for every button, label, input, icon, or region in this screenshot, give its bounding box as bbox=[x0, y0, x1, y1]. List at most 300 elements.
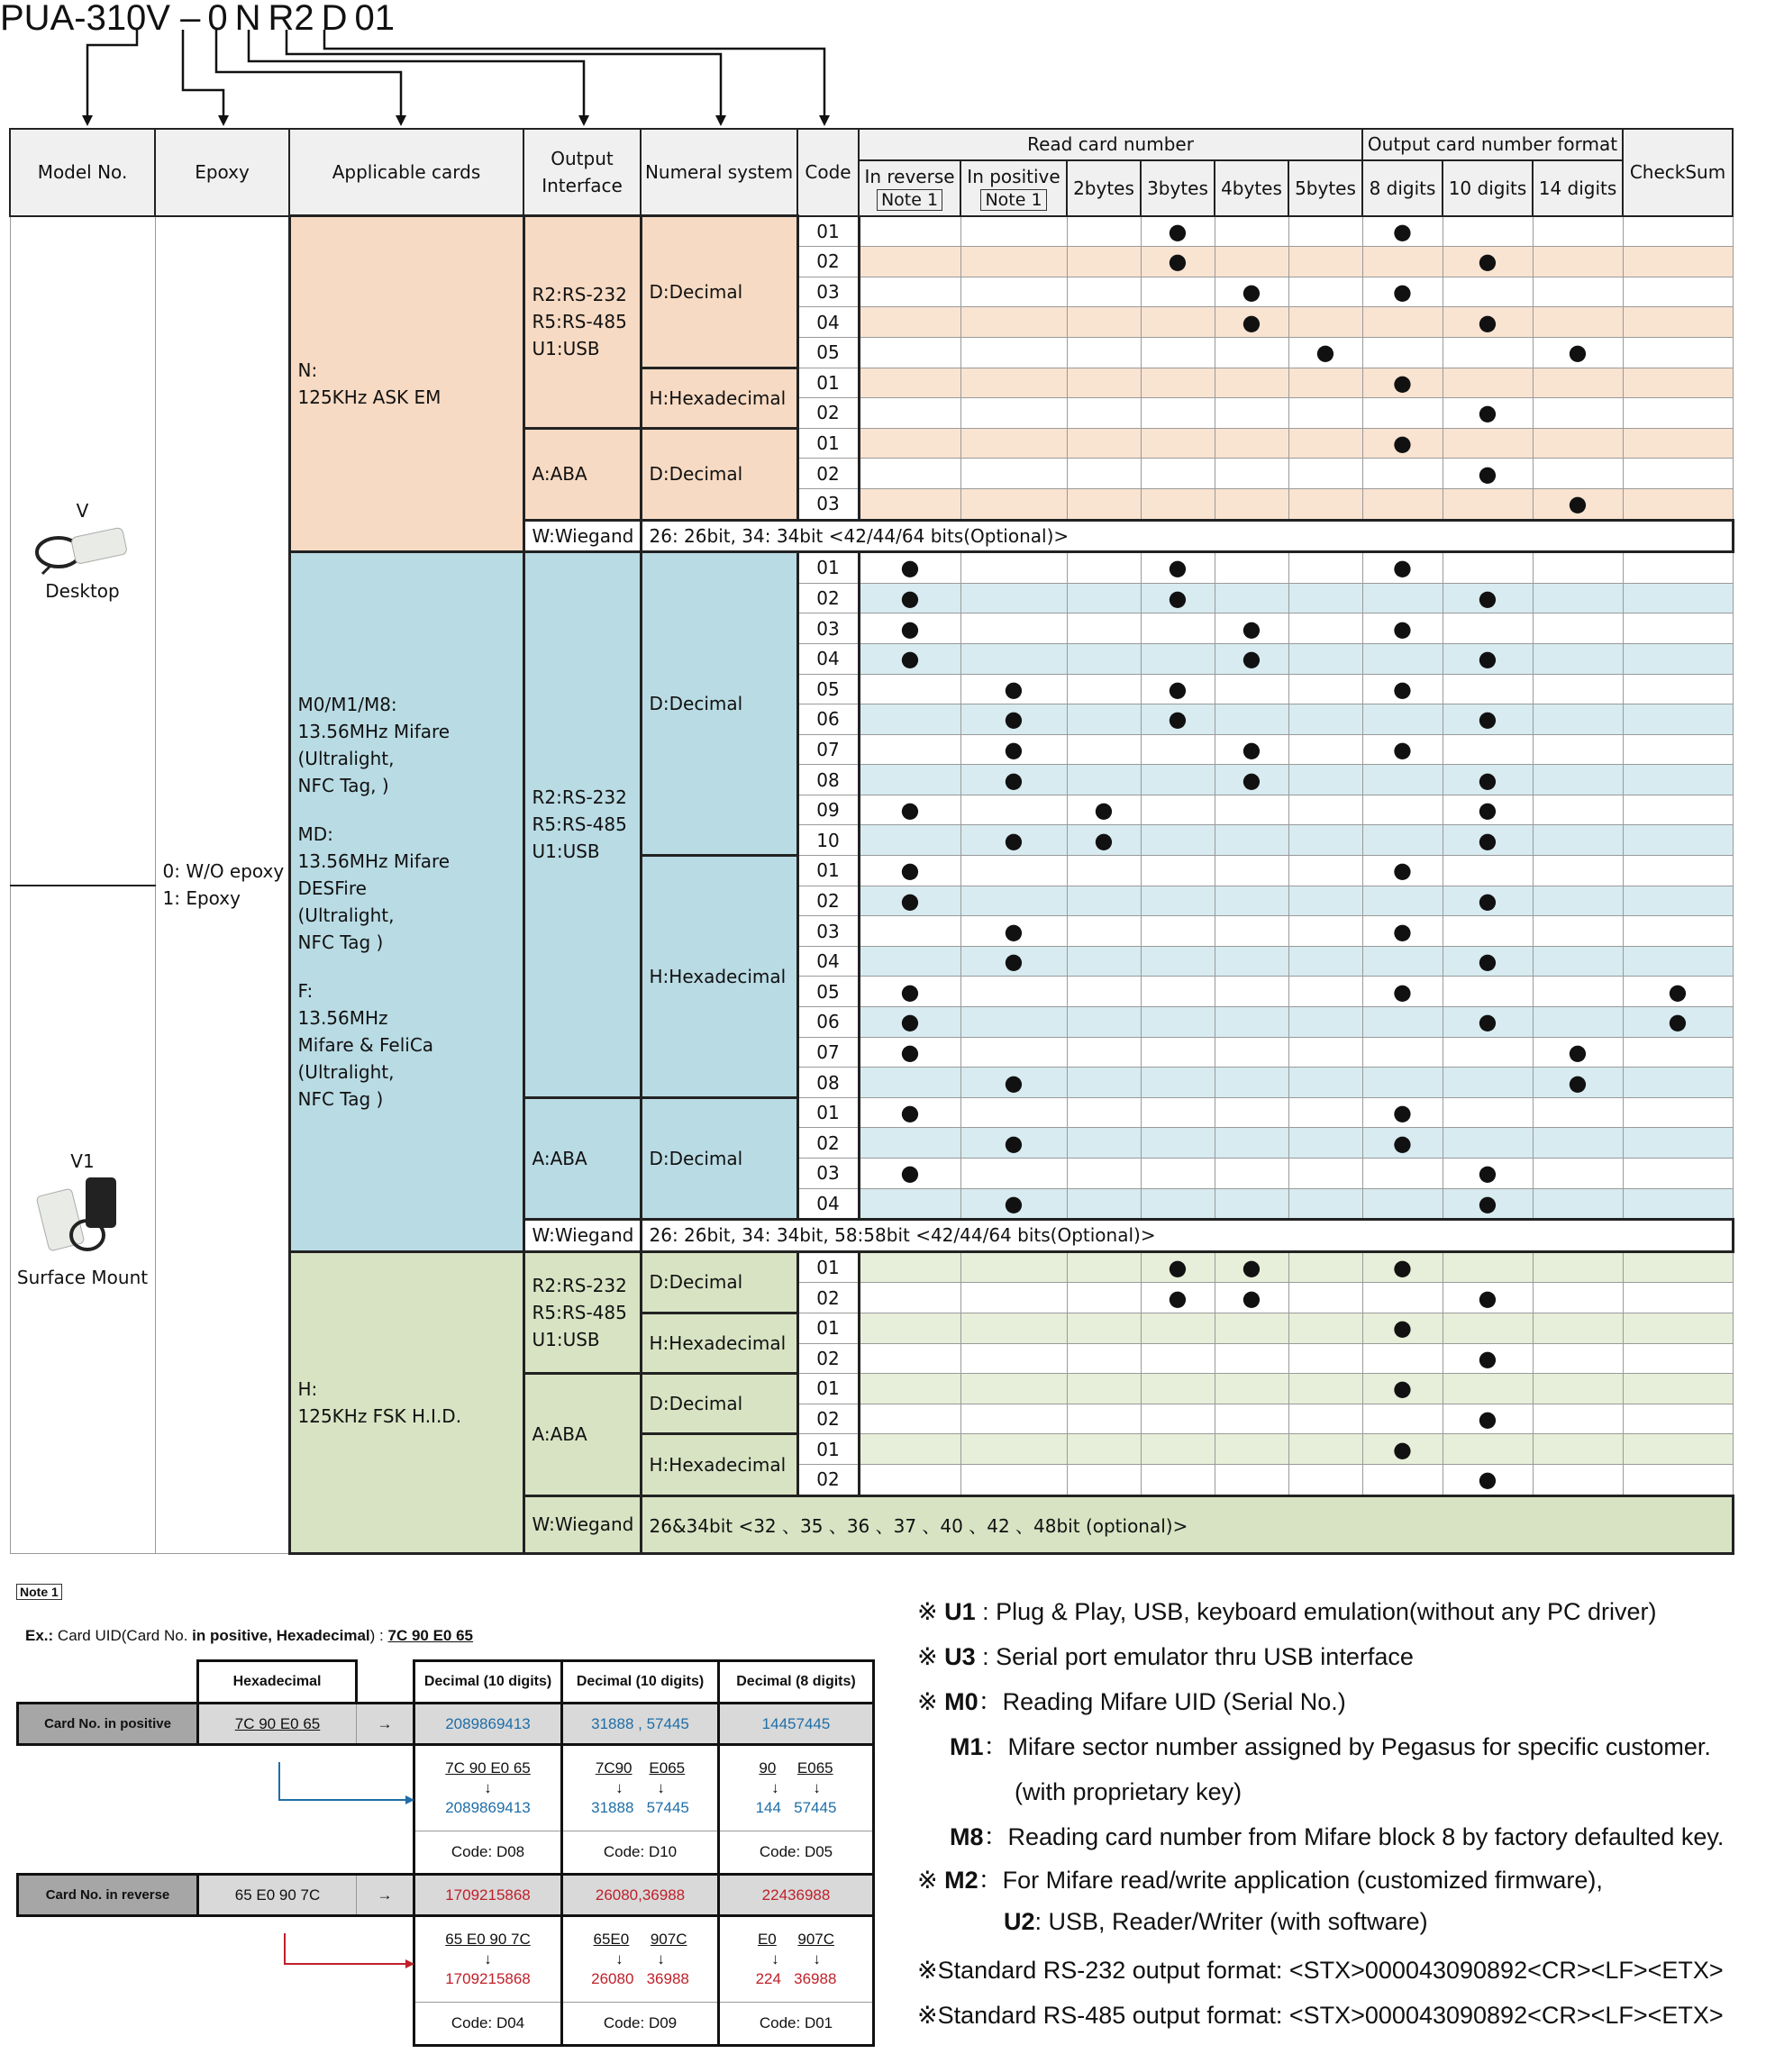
dot-mark: ● bbox=[1168, 1285, 1188, 1311]
mark-cell bbox=[1533, 552, 1623, 584]
mark-cell bbox=[1288, 583, 1362, 613]
mark-cell bbox=[1362, 1188, 1443, 1220]
mark-cell bbox=[1215, 277, 1288, 307]
mark-cell bbox=[1288, 1251, 1362, 1283]
mark-cell bbox=[1443, 1283, 1533, 1313]
mark-cell bbox=[1215, 674, 1288, 704]
code-value: 04 bbox=[797, 1188, 859, 1220]
mark-cell bbox=[960, 1434, 1067, 1465]
mark-cell bbox=[1533, 307, 1623, 338]
mark-cell bbox=[1067, 734, 1141, 765]
mark-cell bbox=[859, 583, 960, 613]
legend-m0: ※ M0：Reading Mifare UID (Serial No.) bbox=[917, 1688, 1346, 1715]
mark-cell bbox=[1623, 428, 1733, 459]
dot-mark: ● bbox=[1168, 1255, 1188, 1281]
mark-cell bbox=[1362, 583, 1443, 613]
mark-cell bbox=[1362, 1068, 1443, 1098]
mark-cell bbox=[1533, 1128, 1623, 1159]
mark-cell bbox=[1362, 856, 1443, 886]
legend-m8: M8：Reading card number from Mifare block 8 by factory defaulted key. bbox=[950, 1823, 1725, 1850]
mark-cell bbox=[1067, 583, 1141, 613]
mark-cell bbox=[1215, 216, 1288, 247]
mark-cell bbox=[1362, 1251, 1443, 1283]
code-part-model: PUA-310V – bbox=[0, 0, 201, 38]
mark-cell bbox=[1362, 428, 1443, 459]
mark-cell bbox=[960, 704, 1067, 735]
mark-cell bbox=[1141, 1007, 1215, 1038]
mark-cell bbox=[859, 398, 960, 429]
dot-mark: ● bbox=[1004, 736, 1024, 762]
dot-mark: ● bbox=[1478, 1160, 1497, 1186]
mark-cell bbox=[1141, 1097, 1215, 1128]
dot-mark: ● bbox=[1094, 797, 1114, 823]
mark-cell bbox=[1533, 1313, 1623, 1343]
dot-mark: ● bbox=[900, 646, 920, 672]
mark-cell bbox=[1533, 765, 1623, 795]
dot-mark: ● bbox=[900, 797, 920, 823]
mark-cell bbox=[1288, 459, 1362, 489]
code-value: 02 bbox=[797, 1464, 859, 1495]
mark-cell bbox=[1141, 1251, 1215, 1283]
mark-cell bbox=[1215, 398, 1288, 429]
mark-cell bbox=[1443, 583, 1533, 613]
mark-cell bbox=[1362, 613, 1443, 644]
mark-cell bbox=[1623, 398, 1733, 429]
header-numeral-system: Numeral system bbox=[641, 129, 797, 216]
mark-cell bbox=[1288, 643, 1362, 674]
mark-cell bbox=[1362, 643, 1443, 674]
mark-cell bbox=[1067, 916, 1141, 947]
interface-serial-usb: R2:RS-232 R5:RS-485 U1:USB bbox=[523, 216, 641, 429]
mark-cell bbox=[1443, 1313, 1533, 1343]
mark-cell bbox=[960, 856, 1067, 886]
dot-mark: ● bbox=[900, 858, 920, 884]
code-part-numeral: D bbox=[321, 0, 348, 38]
mark-cell bbox=[1623, 886, 1733, 916]
mark-cell bbox=[1141, 1404, 1215, 1434]
mark-cell bbox=[1362, 1128, 1443, 1159]
mark-cell bbox=[1215, 643, 1288, 674]
interface-wiegand: W:Wiegand bbox=[523, 1220, 641, 1252]
positive-dec10a: 2089869413 bbox=[414, 1704, 562, 1745]
mark-cell bbox=[1141, 916, 1215, 947]
mark-cell bbox=[1215, 1068, 1288, 1098]
mark-cell bbox=[1215, 1097, 1288, 1128]
positive-conv-2: 7C90 E065 ↓ ↓ 31888 57445 bbox=[562, 1745, 719, 1831]
header-5bytes: 5bytes bbox=[1288, 160, 1362, 216]
dot-mark: ● bbox=[1242, 736, 1261, 762]
note1-label: Note 1 bbox=[16, 1584, 62, 1600]
dot-mark: ● bbox=[1478, 767, 1497, 793]
mark-cell bbox=[1623, 1159, 1733, 1189]
mark-cell bbox=[1443, 337, 1533, 368]
positive-hex: 7C 90 E0 65 bbox=[198, 1704, 357, 1745]
arrow-right-icon: → bbox=[377, 1886, 393, 1904]
code-value: 03 bbox=[797, 488, 859, 520]
mark-cell bbox=[1215, 765, 1288, 795]
code-value: 03 bbox=[797, 277, 859, 307]
dot-mark: ● bbox=[1568, 1039, 1588, 1065]
numeral-hex: H:Hexadecimal bbox=[641, 1434, 797, 1495]
mark-cell bbox=[1443, 307, 1533, 338]
connector-interface bbox=[249, 30, 584, 117]
mark-cell bbox=[1067, 886, 1141, 916]
code-value: 01 bbox=[797, 1097, 859, 1128]
dot-mark: ● bbox=[1393, 1315, 1412, 1341]
dot-mark: ● bbox=[1478, 1345, 1497, 1371]
mark-cell bbox=[1443, 1251, 1533, 1283]
mark-cell bbox=[1443, 1188, 1533, 1220]
mark-cell bbox=[960, 1464, 1067, 1495]
dot-mark: ● bbox=[900, 1039, 920, 1065]
dot-mark: ● bbox=[1242, 1285, 1261, 1311]
interface-serial-usb: R2:RS-232 R5:RS-485 U1:USB bbox=[523, 552, 641, 1098]
mark-cell bbox=[1215, 583, 1288, 613]
mark-cell bbox=[1623, 277, 1733, 307]
dot-mark: ● bbox=[1242, 279, 1261, 305]
dot-mark: ● bbox=[1393, 1436, 1412, 1462]
red-arrowhead-icon bbox=[357, 1917, 414, 2004]
code-value: 05 bbox=[797, 337, 859, 368]
mark-cell bbox=[1533, 1283, 1623, 1313]
col-decimal-10a: Decimal (10 digits) bbox=[414, 1661, 562, 1704]
mark-cell bbox=[1443, 428, 1533, 459]
mark-cell bbox=[1067, 977, 1141, 1007]
mark-cell bbox=[1141, 488, 1215, 520]
connector-model bbox=[87, 30, 137, 117]
code-connector-lines bbox=[0, 0, 1784, 131]
dot-mark: ● bbox=[1393, 1100, 1412, 1126]
mark-cell bbox=[960, 674, 1067, 704]
code-value: 01 bbox=[797, 1434, 859, 1465]
mark-cell bbox=[859, 674, 960, 704]
mark-cell bbox=[1141, 734, 1215, 765]
dot-mark: ● bbox=[1393, 978, 1412, 1004]
mark-cell bbox=[960, 795, 1067, 825]
mark-cell bbox=[859, 795, 960, 825]
mark-cell bbox=[1623, 977, 1733, 1007]
mark-cell bbox=[1623, 583, 1733, 613]
mark-cell bbox=[859, 337, 960, 368]
mark-cell bbox=[1067, 247, 1141, 277]
mark-cell bbox=[960, 1097, 1067, 1128]
red-arrow-icon bbox=[18, 1917, 360, 2004]
mark-cell bbox=[859, 946, 960, 977]
mark-cell bbox=[960, 459, 1067, 489]
mark-cell bbox=[1288, 1007, 1362, 1038]
mark-cell bbox=[1141, 795, 1215, 825]
dot-mark: ● bbox=[1393, 736, 1412, 762]
code-value: 02 bbox=[797, 583, 859, 613]
mark-cell bbox=[1443, 886, 1533, 916]
mark-cell bbox=[1443, 674, 1533, 704]
legend-u3: ※ U3 : Serial port emulator thru USB interface bbox=[917, 1643, 1414, 1670]
code-value: 08 bbox=[797, 765, 859, 795]
code-value: 09 bbox=[797, 795, 859, 825]
mark-cell bbox=[1533, 1374, 1623, 1404]
mark-cell bbox=[1067, 1464, 1141, 1495]
mark-cell bbox=[859, 1097, 960, 1128]
mark-cell bbox=[859, 428, 960, 459]
mark-cell bbox=[859, 488, 960, 520]
dot-mark: ● bbox=[1242, 1255, 1261, 1281]
mark-cell bbox=[1623, 704, 1733, 735]
code-value: 02 bbox=[797, 1283, 859, 1313]
numeral-decimal: D:Decimal bbox=[641, 552, 797, 856]
mark-cell bbox=[960, 765, 1067, 795]
dot-mark: ● bbox=[1168, 706, 1188, 732]
dot-mark: ● bbox=[1393, 431, 1412, 457]
mark-cell bbox=[1288, 277, 1362, 307]
mark-cell bbox=[1288, 765, 1362, 795]
mark-cell bbox=[1443, 613, 1533, 644]
mark-cell bbox=[1067, 216, 1141, 247]
mark-cell bbox=[1067, 1007, 1141, 1038]
dot-mark: ● bbox=[1004, 706, 1024, 732]
mark-cell bbox=[1533, 1343, 1623, 1374]
reverse-pointer bbox=[18, 1916, 357, 2003]
mark-cell bbox=[1443, 1007, 1533, 1038]
mark-cell bbox=[1067, 1251, 1141, 1283]
mark-cell bbox=[1623, 613, 1733, 644]
header-8digits: 8 digits bbox=[1362, 160, 1443, 216]
mark-cell bbox=[859, 856, 960, 886]
dot-mark: ● bbox=[1478, 460, 1497, 486]
mark-cell bbox=[1533, 247, 1623, 277]
mark-cell bbox=[1067, 428, 1141, 459]
dot-mark: ● bbox=[1668, 1009, 1688, 1035]
mark-cell bbox=[1215, 488, 1288, 520]
wiegand-options: 26&34bit <32 、35 、36 、37 、40 、42 、48bit (optional)> bbox=[641, 1495, 1733, 1553]
dot-mark: ● bbox=[1393, 555, 1412, 581]
dot-mark: ● bbox=[1004, 827, 1024, 853]
dot-mark: ● bbox=[1004, 676, 1024, 702]
mark-cell bbox=[960, 825, 1067, 856]
mark-cell bbox=[1141, 1434, 1215, 1465]
mark-cell bbox=[1443, 977, 1533, 1007]
mark-cell bbox=[1288, 428, 1362, 459]
mark-cell bbox=[960, 886, 1067, 916]
legend-m1-cont: (with proprietary key) bbox=[1015, 1778, 1242, 1805]
mark-cell bbox=[1533, 946, 1623, 977]
mark-cell bbox=[1443, 704, 1533, 735]
mark-cell bbox=[1215, 552, 1288, 584]
mark-cell bbox=[1533, 1097, 1623, 1128]
header-read-card-number: Read card number bbox=[859, 129, 1362, 160]
mark-cell bbox=[1623, 1464, 1733, 1495]
mark-cell bbox=[1362, 704, 1443, 735]
dot-mark: ● bbox=[900, 887, 920, 913]
mark-cell bbox=[1533, 613, 1623, 644]
mark-cell bbox=[859, 916, 960, 947]
mark-cell bbox=[1623, 1374, 1733, 1404]
mark-cell bbox=[1623, 1188, 1733, 1220]
mark-cell bbox=[1623, 216, 1733, 247]
mark-cell bbox=[1533, 916, 1623, 947]
mark-cell bbox=[960, 1374, 1067, 1404]
dot-mark: ● bbox=[1478, 1190, 1497, 1216]
mark-cell bbox=[1443, 795, 1533, 825]
mark-cell bbox=[859, 1007, 960, 1038]
mark-cell bbox=[1288, 1313, 1362, 1343]
mark-cell bbox=[1288, 337, 1362, 368]
mark-cell bbox=[1443, 1343, 1533, 1374]
mark-cell bbox=[1443, 1097, 1533, 1128]
mark-cell bbox=[1215, 1464, 1288, 1495]
dot-mark: ● bbox=[1478, 309, 1497, 335]
mark-cell bbox=[859, 1251, 960, 1283]
mark-cell bbox=[1215, 1037, 1288, 1068]
header-model-no: Model No. bbox=[10, 129, 155, 216]
dot-mark: ● bbox=[1478, 646, 1497, 672]
code-value: 07 bbox=[797, 734, 859, 765]
connector-numeral bbox=[287, 30, 721, 117]
mark-cell bbox=[1067, 704, 1141, 735]
mark-cell bbox=[1443, 825, 1533, 856]
mark-cell bbox=[1141, 1188, 1215, 1220]
mark-cell bbox=[1215, 613, 1288, 644]
dot-mark: ● bbox=[1478, 797, 1497, 823]
dot-mark: ● bbox=[1168, 586, 1188, 612]
mark-cell bbox=[1141, 1128, 1215, 1159]
mark-cell bbox=[1443, 552, 1533, 584]
mark-cell bbox=[1533, 398, 1623, 429]
mark-cell bbox=[1288, 216, 1362, 247]
dot-mark: ● bbox=[1393, 676, 1412, 702]
positive-code-2: Code: D10 bbox=[562, 1831, 719, 1875]
mark-cell bbox=[1362, 886, 1443, 916]
mark-cell bbox=[1623, 1343, 1733, 1374]
mark-cell bbox=[1288, 1283, 1362, 1313]
reverse-hex: 65 E0 90 7C bbox=[198, 1875, 357, 1916]
mark-cell bbox=[1215, 1283, 1288, 1313]
code-value: 10 bbox=[797, 825, 859, 856]
mark-cell bbox=[1215, 428, 1288, 459]
code-value: 02 bbox=[797, 886, 859, 916]
reverse-conv-3: E0 907C ↓ ↓ 224 36988 bbox=[719, 1916, 874, 2003]
mark-cell bbox=[1623, 247, 1733, 277]
mark-cell bbox=[1362, 1434, 1443, 1465]
dot-mark: ● bbox=[1168, 249, 1188, 275]
mark-cell bbox=[960, 1283, 1067, 1313]
mark-cell bbox=[1067, 1188, 1141, 1220]
mark-cell bbox=[1362, 488, 1443, 520]
blue-arrowhead-icon bbox=[357, 1746, 414, 1832]
reverse-conv-2: 65E0 907C ↓ ↓ 26080 36988 bbox=[562, 1916, 719, 2003]
mark-cell bbox=[1141, 277, 1215, 307]
mark-cell bbox=[1533, 459, 1623, 489]
dot-mark: ● bbox=[1242, 615, 1261, 641]
col-decimal-8: Decimal (8 digits) bbox=[719, 1661, 874, 1704]
mark-cell bbox=[859, 1188, 960, 1220]
code-value: 02 bbox=[797, 1404, 859, 1434]
mark-cell bbox=[960, 643, 1067, 674]
mark-cell bbox=[1067, 613, 1141, 644]
code-value: 08 bbox=[797, 1068, 859, 1098]
mark-cell bbox=[1533, 856, 1623, 886]
header-14digits: 14 digits bbox=[1533, 160, 1623, 216]
mark-cell bbox=[1623, 337, 1733, 368]
code-value: 07 bbox=[797, 1037, 859, 1068]
mark-cell bbox=[1443, 1159, 1533, 1189]
mark-cell bbox=[1533, 1159, 1623, 1189]
mark-cell bbox=[1215, 368, 1288, 398]
code-value: 01 bbox=[797, 1374, 859, 1404]
mark-cell bbox=[960, 1007, 1067, 1038]
mark-cell bbox=[1141, 825, 1215, 856]
mark-cell bbox=[859, 643, 960, 674]
mark-cell bbox=[1443, 765, 1533, 795]
reverse-code-3: Code: D01 bbox=[719, 2003, 874, 2046]
dot-mark: ● bbox=[1315, 340, 1335, 366]
card-mifare: M0/M1/M8: 13.56MHz Mifare (Ultralight, NFC Tag, ) MD: 13.56MHz Mifare DESFire (Ultralight, NFC Tag ) F: 13.56MHz Mifare & FeliCa (Ultralight, NFC Tag ) bbox=[289, 552, 523, 1252]
mark-cell bbox=[859, 307, 960, 338]
code-value: 04 bbox=[797, 643, 859, 674]
mark-cell bbox=[1623, 368, 1733, 398]
mark-cell bbox=[1443, 1068, 1533, 1098]
mark-cell bbox=[1215, 825, 1288, 856]
mark-cell bbox=[1623, 734, 1733, 765]
mark-cell bbox=[1215, 1159, 1288, 1189]
mark-cell bbox=[1288, 368, 1362, 398]
mark-cell bbox=[1288, 704, 1362, 735]
code-value: 03 bbox=[797, 916, 859, 947]
mark-cell bbox=[1215, 946, 1288, 977]
mark-cell bbox=[1623, 1283, 1733, 1313]
mark-cell bbox=[1141, 552, 1215, 584]
mark-cell bbox=[1623, 643, 1733, 674]
mark-cell bbox=[1141, 1037, 1215, 1068]
model-v: V Desktop bbox=[10, 216, 155, 886]
mark-cell bbox=[1141, 704, 1215, 735]
dot-mark: ● bbox=[1478, 949, 1497, 975]
mark-cell bbox=[1141, 398, 1215, 429]
mark-cell bbox=[1067, 277, 1141, 307]
mark-cell bbox=[1533, 1464, 1623, 1495]
mark-cell bbox=[1623, 459, 1733, 489]
mark-cell bbox=[1362, 1007, 1443, 1038]
reverse-dec8: 22436988 bbox=[719, 1875, 874, 1916]
mark-cell bbox=[1533, 368, 1623, 398]
mark-cell bbox=[1443, 1404, 1533, 1434]
dot-mark: ● bbox=[1168, 555, 1188, 581]
mark-cell bbox=[1362, 946, 1443, 977]
mark-cell bbox=[1533, 1404, 1623, 1434]
dot-mark: ● bbox=[1004, 918, 1024, 944]
mark-cell bbox=[1067, 946, 1141, 977]
mark-cell bbox=[1215, 1128, 1288, 1159]
mark-cell bbox=[1288, 1374, 1362, 1404]
mark-cell bbox=[1067, 795, 1141, 825]
dot-mark: ● bbox=[900, 1009, 920, 1035]
mark-cell bbox=[1443, 459, 1533, 489]
mark-cell bbox=[1288, 1343, 1362, 1374]
mark-cell bbox=[1288, 398, 1362, 429]
mark-cell bbox=[1362, 247, 1443, 277]
mark-cell bbox=[1362, 734, 1443, 765]
mark-cell bbox=[1067, 1128, 1141, 1159]
dot-mark: ● bbox=[1393, 1255, 1412, 1281]
mark-cell bbox=[1362, 1283, 1443, 1313]
mark-cell bbox=[1288, 1159, 1362, 1189]
dot-mark: ● bbox=[1393, 918, 1412, 944]
mark-cell bbox=[859, 977, 960, 1007]
mark-cell bbox=[1443, 277, 1533, 307]
positive-code-1: Code: D08 bbox=[414, 1831, 562, 1875]
mark-cell bbox=[1215, 734, 1288, 765]
mark-cell bbox=[1141, 307, 1215, 338]
dot-mark: ● bbox=[1393, 369, 1412, 395]
